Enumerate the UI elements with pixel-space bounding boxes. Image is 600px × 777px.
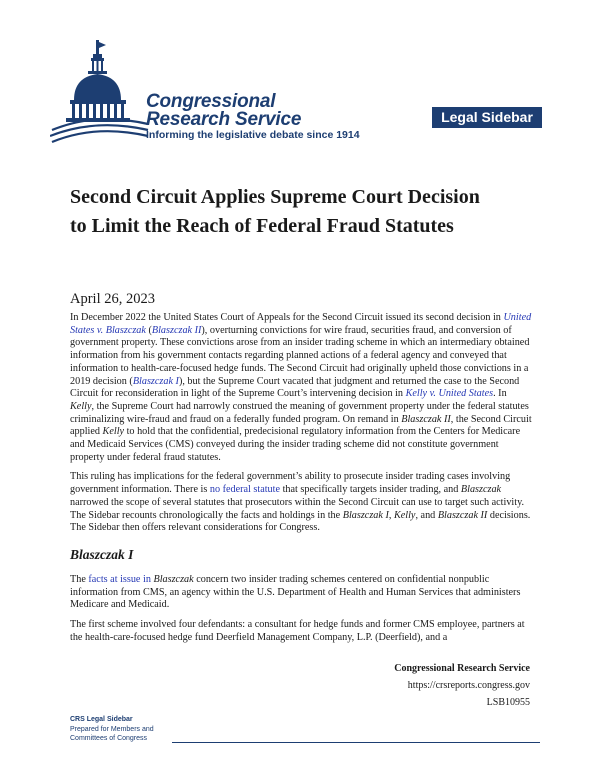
text-run: ( (145, 324, 152, 336)
paragraph-4 (70, 619, 532, 644)
text-run: , the Second Circuit applied (70, 413, 532, 438)
case-name-blaszczak-ii: Blaszczak II (401, 413, 451, 425)
text-run: , and (415, 509, 438, 521)
link-blaszczak-ii[interactable]: Blaszczak II (151, 324, 202, 336)
section-heading: Blaszczak I (70, 546, 134, 562)
series-label: CRS Legal Sidebar (70, 716, 133, 723)
text-run: , (388, 509, 394, 521)
org-name-line2: Research Service (146, 109, 302, 130)
paragraph-3 (70, 574, 532, 612)
link-facts-at-issue[interactable]: facts at issue in (88, 573, 151, 585)
text-run: to hold that the confidential, predecisional regulatory information from the Centers for Medicare and Medicaid Services (CMS) conveyed during the insider trading scheme did not constitute government property under federal fraud statutes. (70, 426, 521, 463)
case-name-kelly: Kelly (102, 426, 125, 438)
capitol-dome-logo-icon (50, 40, 150, 145)
case-name-kelly: Kelly (393, 509, 416, 521)
text-run: ), but the Supreme Court vacated that judgment and returned the case to the Second Circuit for reconsideration in light of the Supreme Court’s intervening decision in (70, 375, 520, 400)
footer-code: LSB10955 (486, 697, 530, 708)
organization-name (146, 93, 301, 129)
link-no-federal-statute[interactable]: no federal statute (209, 484, 281, 496)
footer-info (394, 660, 530, 711)
prepared-line-2: Committees of Congress (70, 735, 148, 742)
paragraph-2 (70, 471, 532, 535)
document-header (0, 0, 600, 160)
text-run: . In (493, 388, 507, 400)
case-name-kelly: Kelly (70, 400, 92, 412)
footer-divider (172, 742, 540, 743)
text-run: concern two insider trading schemes centered on confidential nonpublic information from CMS, an agency within the U.S. Department of Health and Human Services that administers Medicare and Medicaid. (70, 573, 521, 611)
link-kelly-v-united-states[interactable]: Kelly v. United States (405, 388, 494, 400)
link-blaszczak-i[interactable]: Blaszczak I (132, 375, 179, 387)
text-run: The first scheme involved four defendants: a consultant for hedge funds and former CMS employee, partners at the health-care-focused hedge fund Deerfield Management Company, L.P. (Deerfield), and a (70, 619, 525, 643)
organization-tagline: Informing the legislative debate since 1914 (146, 129, 360, 141)
text-run: This ruling has implications for the federal government’s ability to prosecute insider trading cases involving government information. There is (70, 471, 511, 496)
prepared-line-1: Prepared for Members and (70, 725, 154, 733)
case-name-blaszczak: Blaszczak (153, 573, 194, 585)
text-run: that specifically targets insider trading, and (280, 484, 461, 496)
footer-series (70, 715, 154, 744)
document-body (70, 312, 532, 651)
legal-sidebar-badge: Legal Sidebar (432, 107, 542, 128)
footer-url[interactable]: https://crsreports.congress.gov (407, 680, 530, 691)
org-name-line1: Congressional (146, 91, 276, 112)
text-run: In December 2022 the United States Court of Appeals for the Second Circuit issued its second decision in (70, 312, 504, 323)
paragraph-1 (70, 312, 532, 464)
link-united-states-v-blaszczak[interactable]: United States v. Blaszczak (70, 312, 532, 336)
case-name-blaszczak-ii: Blaszczak II (437, 509, 488, 521)
case-name-blaszczak: Blaszczak (460, 484, 502, 496)
text-run: ), overturning convictions for wire fraud, securities fraud, and conversion of government property. These convictions arose from an insider trading scheme in which an intermediary obtained information from his government contacts regarding planned actions of a federal agency and conveyed that information to health-care-focused hedge funds. The Second Circuit had originally upheld those convictions in a 2019 decision ( (70, 324, 530, 387)
text-run: The (70, 573, 89, 585)
case-name-blaszczak-i: Blaszczak I (342, 509, 389, 521)
text-run: narrowed the scope of several statutes that prosecutors within the Second Circuit can use to target such activity. The Sidebar recounts chronologically the facts and holdings in the (70, 496, 525, 521)
publication-date: April 26, 2023 (70, 291, 155, 307)
page-title: Second Circuit Applies Supreme Court Decision to Limit the Reach of Federal Fraud Statutes (70, 186, 480, 237)
text-run: , the Supreme Court had narrowly construed the meaning of government property under the federal statutes criminalizing wire-fraud and fraud on a federally funded program. On remand in (70, 400, 529, 425)
footer-org: Congressional Research Service (394, 663, 530, 674)
text-run: decisions. The Sidebar then offers relevant considerations for Congress. (70, 509, 531, 534)
